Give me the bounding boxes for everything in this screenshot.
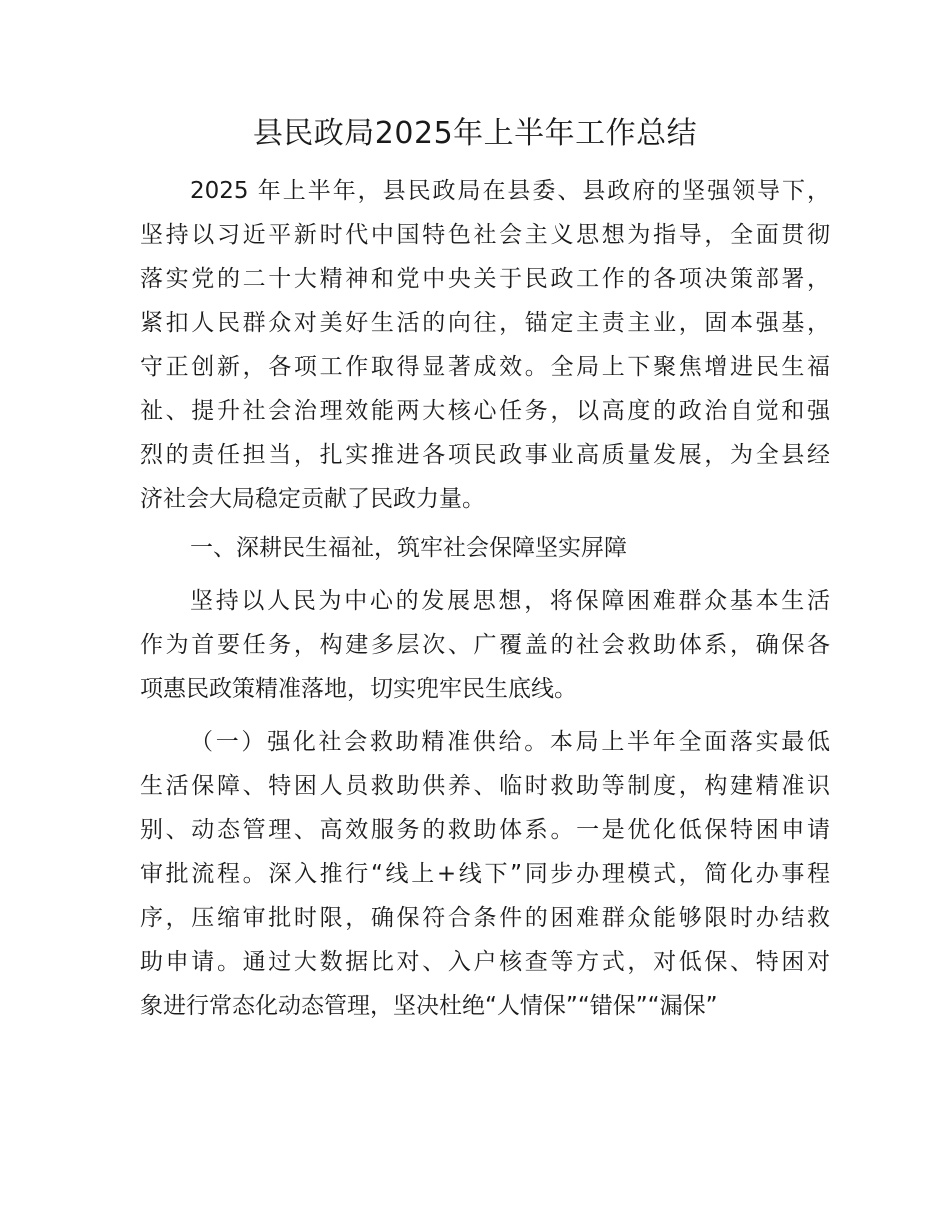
paragraph-line: 坚持以人民为中心的发展思想，将保障困难群众基本生活 [190, 588, 830, 614]
paragraph-line: 生活保障、特困人员救助供养、临时救助等制度，构建精准识 [140, 773, 830, 799]
section-heading: 一、深耕民生福祉，筑牢社会保障坚实屏障 [190, 535, 627, 561]
paragraph-line: 守正创新，各项工作取得显著成效。全局上下聚焦增进民生福 [140, 354, 830, 380]
paragraph-line: 项惠民政策精准落地，切实兜牢民生底线。 [140, 676, 577, 702]
paragraph-line: 2025 年上半年，县民政局在县委、县政府的坚强领导下， [190, 178, 830, 204]
paragraph-line: 烈的责任担当，扎实推进各项民政事业高质量发展，为全县经 [140, 442, 830, 468]
document-title: 县民政局2025年上半年工作总结 [252, 116, 698, 151]
paragraph-line: 落实党的二十大精神和党中央关于民政工作的各项决策部署， [140, 266, 830, 292]
paragraph-line: 审批流程。深入推行“线上+线下”同步办理模式，简化办事程 [140, 861, 830, 887]
paragraph-line: 序，压缩审批时限，确保符合条件的困难群众能够限时办结救 [140, 905, 830, 931]
paragraph-line: 济社会大局稳定贡献了民政力量。 [140, 486, 485, 512]
paragraph-line: 作为首要任务，构建多层次、广覆盖的社会救助体系，确保各 [140, 632, 830, 658]
paragraph-line: 象进行常态化动态管理，坚决杜绝“人情保”“错保”“漏保” [140, 993, 718, 1019]
paragraph-line: 祉、提升社会治理效能两大核心任务，以高度的政治自觉和强 [140, 398, 830, 424]
paragraph-line: 坚持以习近平新时代中国特色社会主义思想为指导，全面贯彻 [140, 222, 830, 248]
paragraph-line: 助申请。通过大数据比对、入户核查等方式，对低保、特困对 [140, 949, 830, 975]
paragraph-line: 别、动态管理、高效服务的救助体系。一是优化低保特困申请 [140, 817, 830, 843]
paragraph-line: 紧扣人民群众对美好生活的向往，锚定主责主业，固本强基， [140, 310, 830, 336]
paragraph-line: （一）强化社会救助精准供给。本局上半年全面落实最低 [190, 729, 830, 755]
